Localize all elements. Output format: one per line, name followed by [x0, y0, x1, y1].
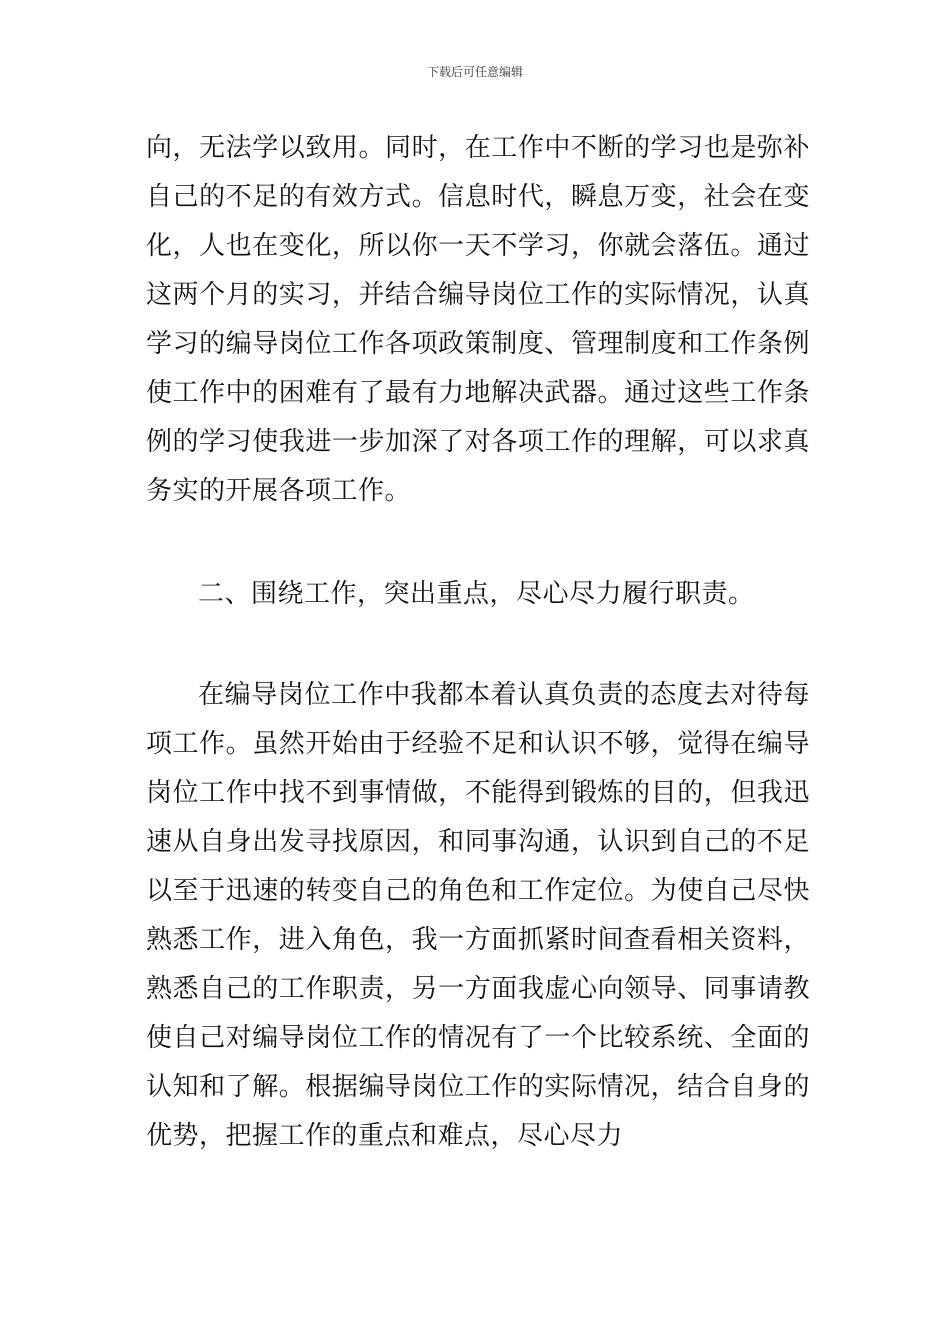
paragraph-2-line: 以至于迅速的转变自己的角色和工作定位。为使自己尽快: [146, 876, 810, 906]
section-heading: 二、围绕工作，突出重点，尽心尽力履行职责。: [198, 579, 755, 609]
paragraph-2-line: 速从自身出发寻找原因，和同事沟通，认识到自己的不足: [146, 827, 810, 857]
paragraph-2-line: 在编导岗位工作中我都本着认真负责的态度去对待每: [198, 680, 810, 710]
paragraph-1-line: 化，人也在变化，所以你一天不学习，你就会落伍。通过: [146, 231, 810, 261]
paragraph-1-line: 务实的开展各项工作。: [146, 476, 412, 506]
paragraph-2-line: 熟悉工作，进入角色，我一方面抓紧时间查看相关资料，: [146, 925, 810, 955]
paragraph-1: [146, 124, 810, 516]
paragraph-1-line: 学习的编导岗位工作各项政策制度、管理制度和工作条例: [146, 329, 810, 359]
paragraph-2-line: 岗位工作中找不到事情做，不能得到锻炼的目的，但我迅: [146, 778, 810, 808]
paragraph-1-line: 自己的不足的有效方式。信息时代，瞬息万变，社会在变: [146, 182, 810, 212]
paragraph-2-line: 熟悉自己的工作职责，另一方面我虚心向领导、同事请教: [146, 974, 810, 1004]
paragraph-1-line: 例的学习使我进一步加深了对各项工作的理解，可以求真: [146, 427, 810, 457]
paragraph-2-line: 使自己对编导岗位工作的情况有了一个比较系统、全面的: [146, 1023, 810, 1053]
paragraph-2-line: 认知和了解。根据编导岗位工作的实际情况，结合自身的: [146, 1072, 810, 1102]
paragraph-1-line: 这两个月的实习，并结合编导岗位工作的实际情况，认真: [146, 280, 810, 310]
document-body: [146, 124, 810, 1161]
paragraph-1-line: 向，无法学以致用。同时，在工作中不断的学习也是弥补: [146, 133, 810, 163]
page-header-note: 下载后可任意编辑: [426, 65, 523, 79]
paragraph-spacer: [146, 516, 810, 570]
paragraph-2: [146, 671, 810, 1161]
paragraph-1-line: 使工作中的困难有了最有力地解决武器。通过这些工作条: [146, 378, 810, 408]
paragraph-2-line: 优势，把握工作的重点和难点，尽心尽力: [146, 1121, 624, 1151]
paragraph-spacer: [146, 619, 810, 671]
paragraph-2-line: 项工作。虽然开始由于经验不足和认识不够，觉得在编导: [146, 729, 810, 759]
